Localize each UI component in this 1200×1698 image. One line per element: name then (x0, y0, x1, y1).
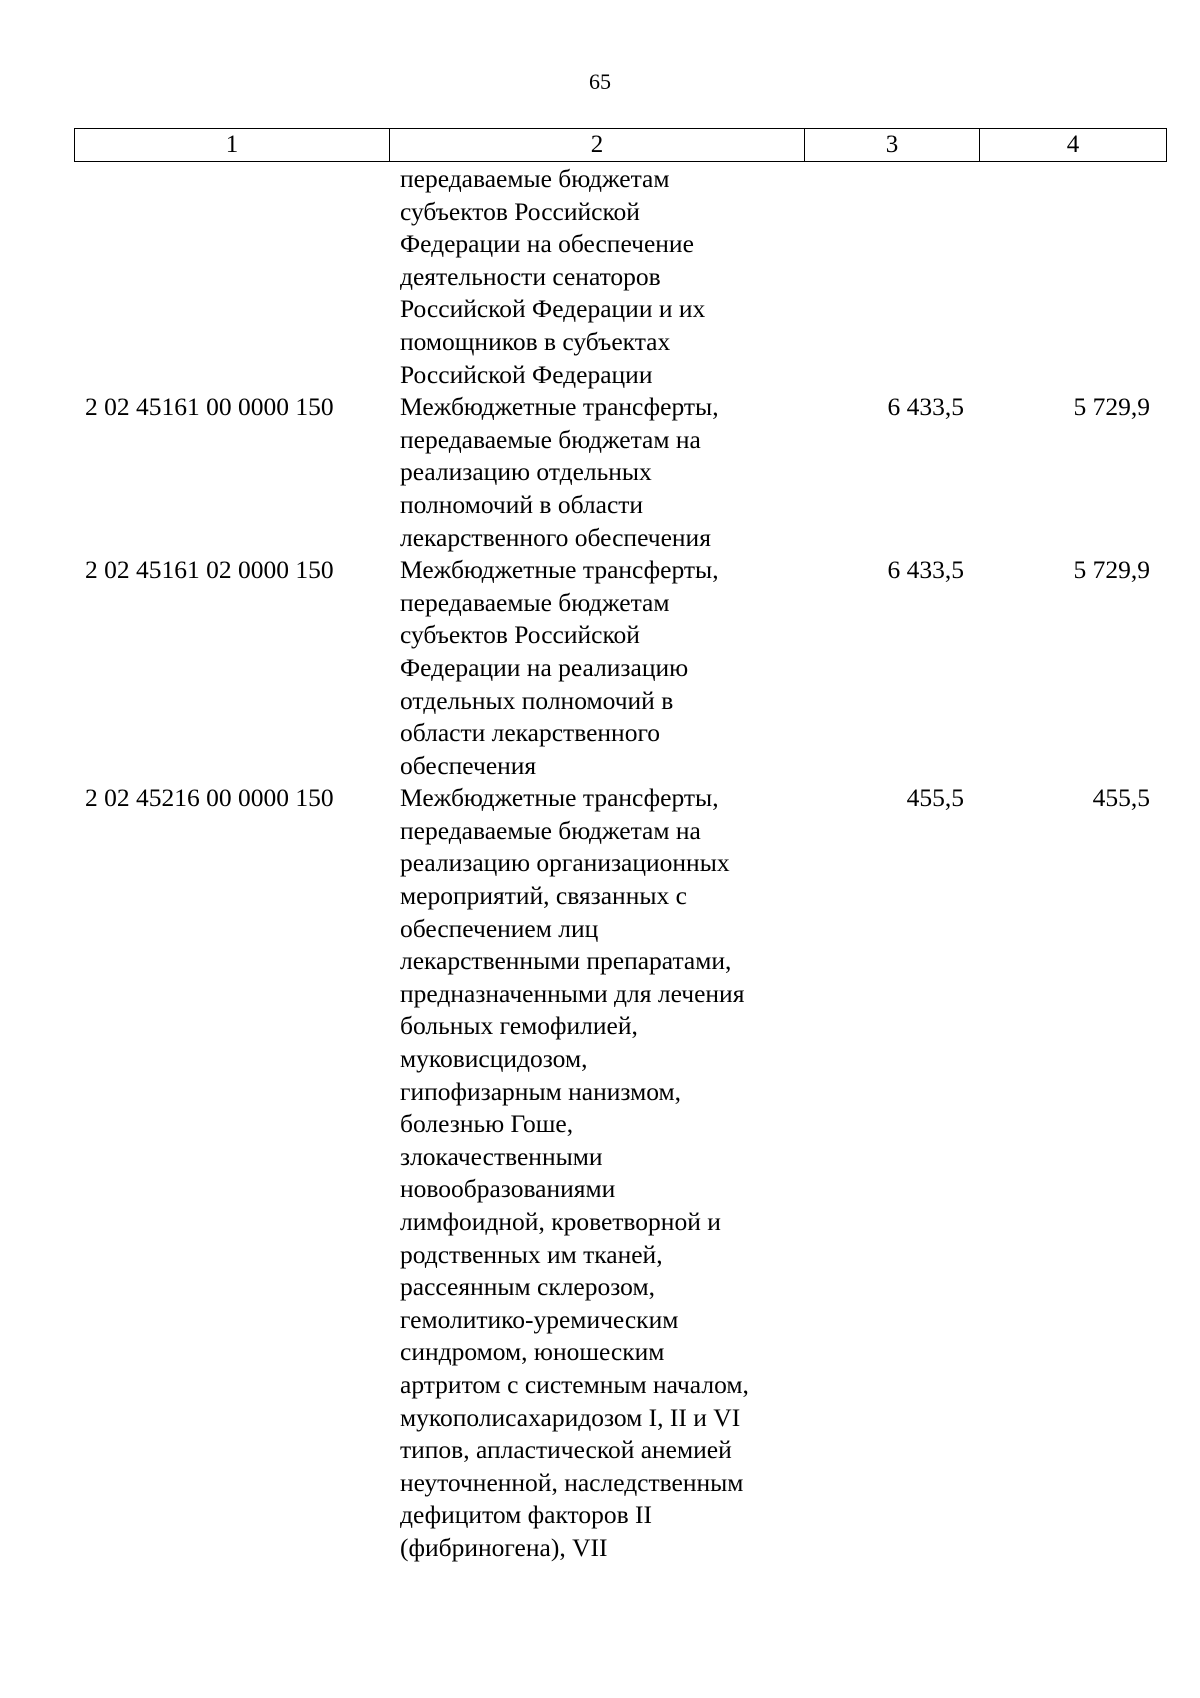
value-column-4: 455,5 (1092, 783, 1150, 813)
description-line: рассеянным склерозом, (400, 1272, 655, 1302)
table-row (0, 391, 1200, 554)
description-line: реализацию организационных (400, 848, 730, 878)
description-line: помощников в субъектах (400, 326, 671, 356)
description-line: мукополисахаридозом I, II и VI (400, 1402, 741, 1432)
value-column-4: 5 729,9 (1073, 555, 1150, 585)
description-line: отдельных полномочий в (400, 685, 674, 715)
continuation-row (0, 163, 1200, 391)
budget-code: 2 02 45161 00 0000 150 (85, 392, 334, 422)
continuation-description (400, 163, 800, 391)
description-line: субъектов Российской (400, 196, 640, 226)
description-line: болезнью Гоше, (400, 1109, 574, 1139)
description-line: области лекарственного (400, 718, 661, 748)
description-line: субъектов Российской (400, 620, 640, 650)
description-line: родственных им тканей, (400, 1239, 663, 1269)
description-line: Федерации на реализацию (400, 652, 689, 682)
description-line: деятельности сенаторов (400, 261, 661, 291)
description-line: больных гемофилией, (400, 1011, 638, 1041)
row-description (400, 554, 800, 782)
value-column-3: 455,5 (906, 783, 964, 813)
description-line: обеспечения (400, 750, 537, 780)
description-line: Межбюджетные трансферты, (400, 392, 719, 422)
column-header-3: 3 (805, 129, 980, 162)
description-line: лекарственными препаратами, (400, 946, 732, 976)
table-body (0, 163, 1200, 1565)
description-line: новообразованиями (400, 1174, 616, 1204)
budget-code: 2 02 45216 00 0000 150 (85, 783, 334, 813)
description-line: лимфоидной, кроветворной и (400, 1207, 721, 1236)
description-line: передаваемые бюджетам (400, 587, 670, 617)
description-line: передаваемые бюджетам на (400, 815, 701, 845)
description-line: передаваемые бюджетам (400, 164, 670, 193)
description-line: обеспечением лиц (400, 913, 599, 943)
column-header-row (75, 129, 1167, 162)
table-row (0, 554, 1200, 782)
column-header-table (74, 128, 1167, 162)
description-line: Межбюджетные трансферты, (400, 555, 719, 585)
description-line: Российской Федерации и их (400, 294, 706, 324)
description-line: передаваемые бюджетам на (400, 424, 701, 454)
description-line: предназначенными для лечения (400, 978, 745, 1008)
description-line: Межбюджетные трансферты, (400, 783, 719, 813)
column-header-1: 1 (75, 129, 390, 162)
budget-code: 2 02 45161 02 0000 150 (85, 555, 334, 585)
description-line: мероприятий, связанных с (400, 881, 687, 911)
description-line: злокачественными (400, 1141, 603, 1171)
description-line: реализацию отдельных (400, 457, 652, 487)
column-header-4: 4 (980, 129, 1167, 162)
description-line: (фибриногена), VII (400, 1532, 608, 1562)
description-line: типов, апластической анемией (400, 1435, 732, 1465)
row-description (400, 391, 800, 554)
description-line: лекарственного обеспечения (400, 522, 711, 552)
table-row (0, 782, 1200, 1564)
page-number: 65 (589, 69, 611, 94)
value-column-3: 6 433,5 (887, 555, 964, 585)
description-line: муковисцидозом, (400, 1044, 588, 1074)
description-line: гипофизарным нанизмом, (400, 1076, 681, 1106)
description-line: неуточненной, наследственным (400, 1467, 744, 1497)
description-line: гемолитико-уремическим (400, 1304, 679, 1334)
description-line: артритом с системным началом, (400, 1369, 749, 1399)
value-column-4: 5 729,9 (1073, 392, 1150, 422)
row-description (400, 782, 800, 1564)
description-line: Российской Федерации (400, 359, 653, 389)
description-line: Федерации на обеспечение (400, 229, 694, 259)
description-line: дефицитом факторов II (400, 1500, 652, 1530)
description-line: синдромом, юношеским (400, 1337, 665, 1367)
value-column-3: 6 433,5 (887, 392, 964, 422)
description-line: полномочий в области (400, 489, 644, 519)
column-header-2: 2 (390, 129, 805, 162)
